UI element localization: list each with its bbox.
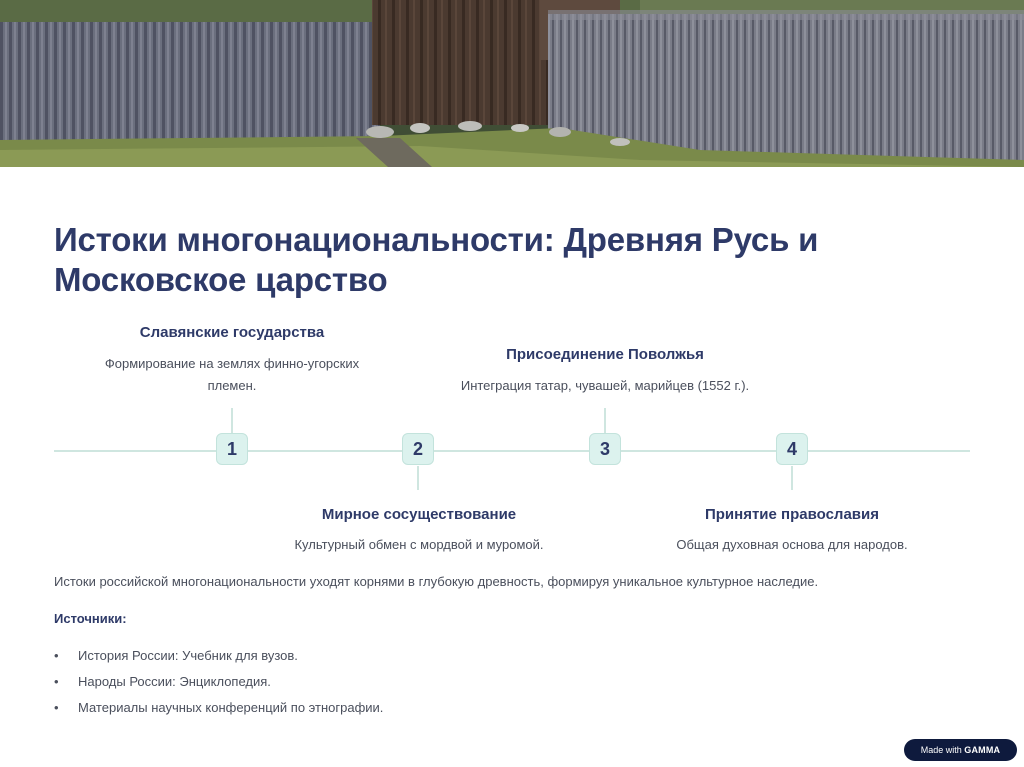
event-3-marker: 3	[589, 433, 621, 465]
sources-heading: Источники:	[54, 611, 127, 626]
sources-list	[54, 646, 754, 724]
event-3-description: Интеграция татар, чувашей, марийцев (1552 г.).	[460, 378, 750, 393]
event-1-connector	[231, 408, 233, 435]
event-2-connector	[417, 466, 419, 490]
gamma-logo: GAMMA	[964, 745, 1001, 755]
page-title: Истоки многонациональности: Древняя Русь и Московское царство	[54, 221, 819, 298]
bullet-icon: •	[54, 674, 59, 689]
timeline-axis	[54, 450, 970, 452]
intro-paragraph: Истоки российской многонациональности уходят корнями в глубокую древность, формируя уникальное культурное наследие.	[54, 574, 819, 589]
event-1-title: Славянские государства	[139, 324, 325, 341]
event-4-description: Общая духовная основа для народов.	[676, 537, 908, 552]
list-item	[54, 672, 754, 692]
source-text: Народы России: Энциклопедия.	[78, 674, 271, 689]
event-2-description: Культурный обмен с мордвой и муромой.	[294, 537, 544, 552]
list-item	[54, 646, 754, 666]
event-3-title: Присоединение Поволжья	[506, 346, 704, 363]
event-2-marker: 2	[402, 433, 434, 465]
event-3-connector	[604, 408, 606, 435]
bullet-icon: •	[54, 700, 59, 715]
event-4-connector	[791, 466, 793, 490]
source-text: История России: Учебник для вузов.	[78, 648, 298, 663]
event-4-marker: 4	[776, 433, 808, 465]
header-image	[0, 0, 1024, 167]
event-1-marker: 1	[216, 433, 248, 465]
badge-prefix: Made with	[920, 745, 962, 755]
event-1-description: Формирование на землях финно-угорских племен.	[104, 356, 360, 393]
event-4-title: Принятие православия	[704, 506, 880, 523]
made-with-gamma-badge[interactable]	[904, 739, 1017, 761]
list-item	[54, 698, 754, 718]
bullet-icon: •	[54, 648, 59, 663]
fortress-palisade-illustration	[0, 0, 1024, 167]
source-text: Материалы научных конференций по этнографии.	[78, 700, 384, 715]
event-2-title: Мирное сосуществование	[321, 506, 517, 523]
